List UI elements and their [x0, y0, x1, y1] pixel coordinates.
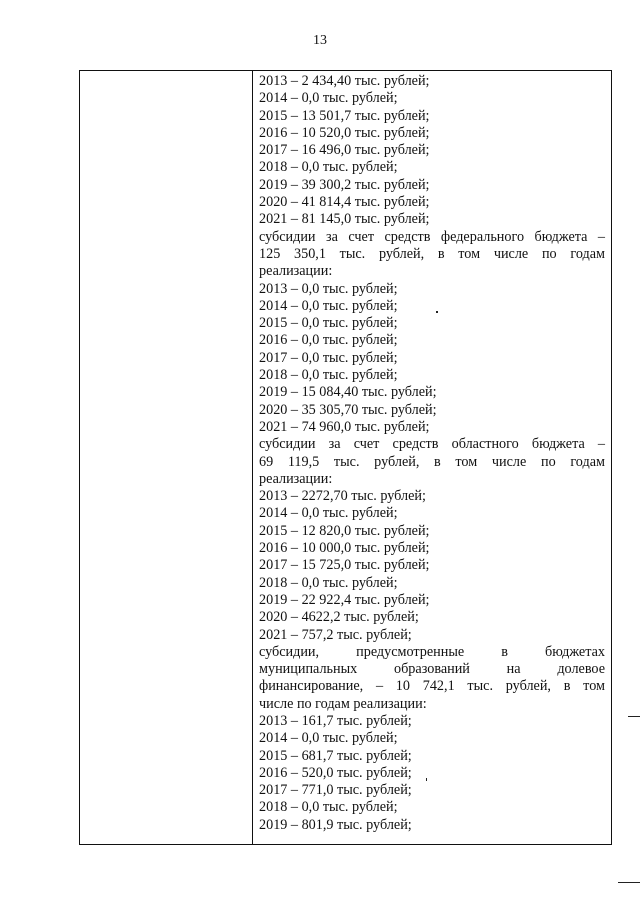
text-line: 2014 – 0,0 тыс. рублей; [259, 90, 398, 107]
text-line: 2013 – 0,0 тыс. рублей; [259, 280, 398, 297]
text-line: 2020 – 41 814,4 тыс. рублей; [259, 194, 430, 211]
text-line: муниципальных образований на долевое [259, 661, 605, 678]
funding-table [79, 70, 612, 845]
text-line: 2018 – 0,0 тыс. рублей; [259, 159, 398, 176]
text-line: 2016 – 520,0 тыс. рублей; [259, 764, 412, 781]
text-line: 2014 – 0,0 тыс. рублей; [259, 297, 398, 314]
text-line: субсидии, предусмотренные в бюджетах [259, 643, 605, 660]
text-line: 2018 – 0,0 тыс. рублей; [259, 799, 398, 816]
text-line: 2019 – 15 084,40 тыс. рублей; [259, 384, 437, 401]
text-line: 2019 – 39 300,2 тыс. рублей; [259, 176, 430, 193]
text-line: 2016 – 10 000,0 тыс. рублей; [259, 540, 430, 557]
text-line: 69 119,5 тыс. рублей, в том числе по годам [259, 453, 605, 470]
scan-edge-mark [628, 716, 640, 717]
text-line: 2014 – 0,0 тыс. рублей; [259, 730, 398, 747]
text-line: 2014 – 0,0 тыс. рублей; [259, 505, 398, 522]
page-number: 13 [313, 33, 327, 48]
text-line: реализации: [259, 470, 333, 487]
text-line: 2017 – 16 496,0 тыс. рублей; [259, 142, 430, 159]
text-line: 2015 – 13 501,7 тыс. рублей; [259, 107, 430, 124]
text-line: 2018 – 0,0 тыс. рублей; [259, 367, 398, 384]
text-line: 2017 – 0,0 тыс. рублей; [259, 349, 398, 366]
scan-speck [426, 778, 427, 781]
text-line: 2016 – 0,0 тыс. рублей; [259, 332, 398, 349]
text-line: 2019 – 22 922,4 тыс. рублей; [259, 591, 430, 608]
text-line: субсидии за счет средств федерального бюджета – [259, 228, 605, 245]
text-line: финансирование, – 10 742,1 тыс. рублей, в том [259, 678, 605, 695]
text-line: 2020 – 4622,2 тыс. рублей; [259, 609, 419, 626]
text-line: 2016 – 10 520,0 тыс. рублей; [259, 124, 430, 141]
text-line: реализации: [259, 263, 333, 280]
text-line: числе по годам реализации: [259, 695, 427, 712]
text-line: 2019 – 801,9 тыс. рублей; [259, 816, 412, 833]
text-line: 2013 – 2272,70 тыс. рублей; [259, 488, 426, 505]
text-line: 2018 – 0,0 тыс. рублей; [259, 574, 398, 591]
text-line: 2021 – 757,2 тыс. рублей; [259, 626, 412, 643]
funding-details-cell [253, 71, 611, 844]
text-line: субсидии за счет средств областного бюджета – [259, 436, 605, 453]
text-line: 2021 – 74 960,0 тыс. рублей; [259, 418, 430, 435]
text-line: 2015 – 0,0 тыс. рублей; [259, 315, 398, 332]
scan-speck [436, 311, 438, 313]
text-line: 2017 – 15 725,0 тыс. рублей; [259, 557, 430, 574]
text-line: 2015 – 12 820,0 тыс. рублей; [259, 522, 430, 539]
text-line: 2021 – 81 145,0 тыс. рублей; [259, 211, 430, 228]
text-line: 2015 – 681,7 тыс. рублей; [259, 747, 412, 764]
text-line: 2017 – 771,0 тыс. рублей; [259, 782, 412, 799]
text-line: 2020 – 35 305,70 тыс. рублей; [259, 401, 437, 418]
table-left-cell [80, 71, 252, 844]
text-line: 125 350,1 тыс. рублей, в том числе по годам [259, 245, 605, 262]
scan-edge-mark [618, 882, 640, 883]
text-line: 2013 – 2 434,40 тыс. рублей; [259, 73, 430, 89]
text-line: 2013 – 161,7 тыс. рублей; [259, 712, 412, 729]
